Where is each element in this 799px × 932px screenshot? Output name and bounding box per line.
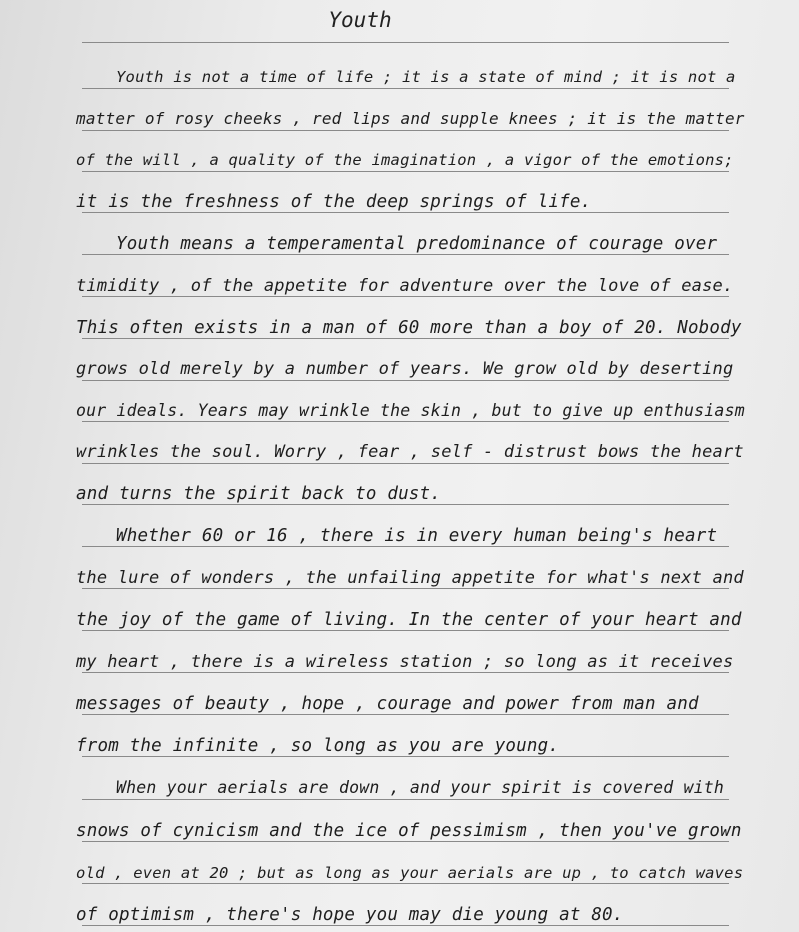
text-line: of the will , a quality of the imagination , a vigor of the emotions; — [76, 151, 734, 169]
ruled-line — [82, 171, 729, 172]
text-line: grows old merely by a number of years. We grow old by deserting — [76, 359, 734, 379]
ruled-line — [82, 380, 729, 381]
text-line: our ideals. Years may wrinkle the skin , but to give up enthusiasm — [76, 401, 745, 420]
text-line: and turns the spirit back to dust. — [76, 484, 442, 504]
ruled-line — [82, 799, 729, 800]
text-line: my heart , there is a wireless station ; so long as it receives — [76, 652, 734, 672]
text-line: Whether 60 or 16 , there is in every human being's heart — [116, 526, 718, 546]
ruled-line — [82, 130, 729, 131]
ruled-line — [82, 88, 729, 89]
text-line: This often exists in a man of 60 more than a boy of 20. Nobody — [76, 318, 742, 338]
text-line: the lure of wonders , the unfailing appetite for what's next and — [76, 568, 744, 588]
text-line: of optimism , there's hope you may die young at 80. — [76, 905, 624, 925]
text-line: Youth means a temperamental predominance of courage over — [116, 234, 718, 254]
ruled-line — [82, 42, 729, 43]
text-line: messages of beauty , hope , courage and power from man and — [76, 694, 699, 714]
ruled-line — [82, 463, 729, 464]
text-line: the joy of the game of living. In the center of your heart and — [76, 610, 742, 630]
text-line: from the infinite , so long as you are young. — [76, 736, 560, 756]
text-line: wrinkles the soul. Worry , fear , self - distrust bows the heart — [76, 442, 744, 462]
text-line: snows of cynicism and the ice of pessimism , then you've grown — [76, 821, 742, 841]
text-line: it is the freshness of the deep springs of life. — [76, 192, 592, 212]
text-line: Youth is not a time of life ; it is a state of mind ; it is not a — [116, 68, 736, 86]
text-line: matter of rosy cheeks , red lips and supple knees ; it is the matter — [76, 109, 745, 128]
text-line: old , even at 20 ; but as long as your aerials are up , to catch waves — [76, 864, 744, 882]
text-line: timidity , of the appetite for adventure over the love of ease. — [76, 276, 734, 296]
text-line: When your aerials are down , and your spirit is covered with — [116, 778, 725, 797]
page-title: Youth — [328, 8, 392, 32]
